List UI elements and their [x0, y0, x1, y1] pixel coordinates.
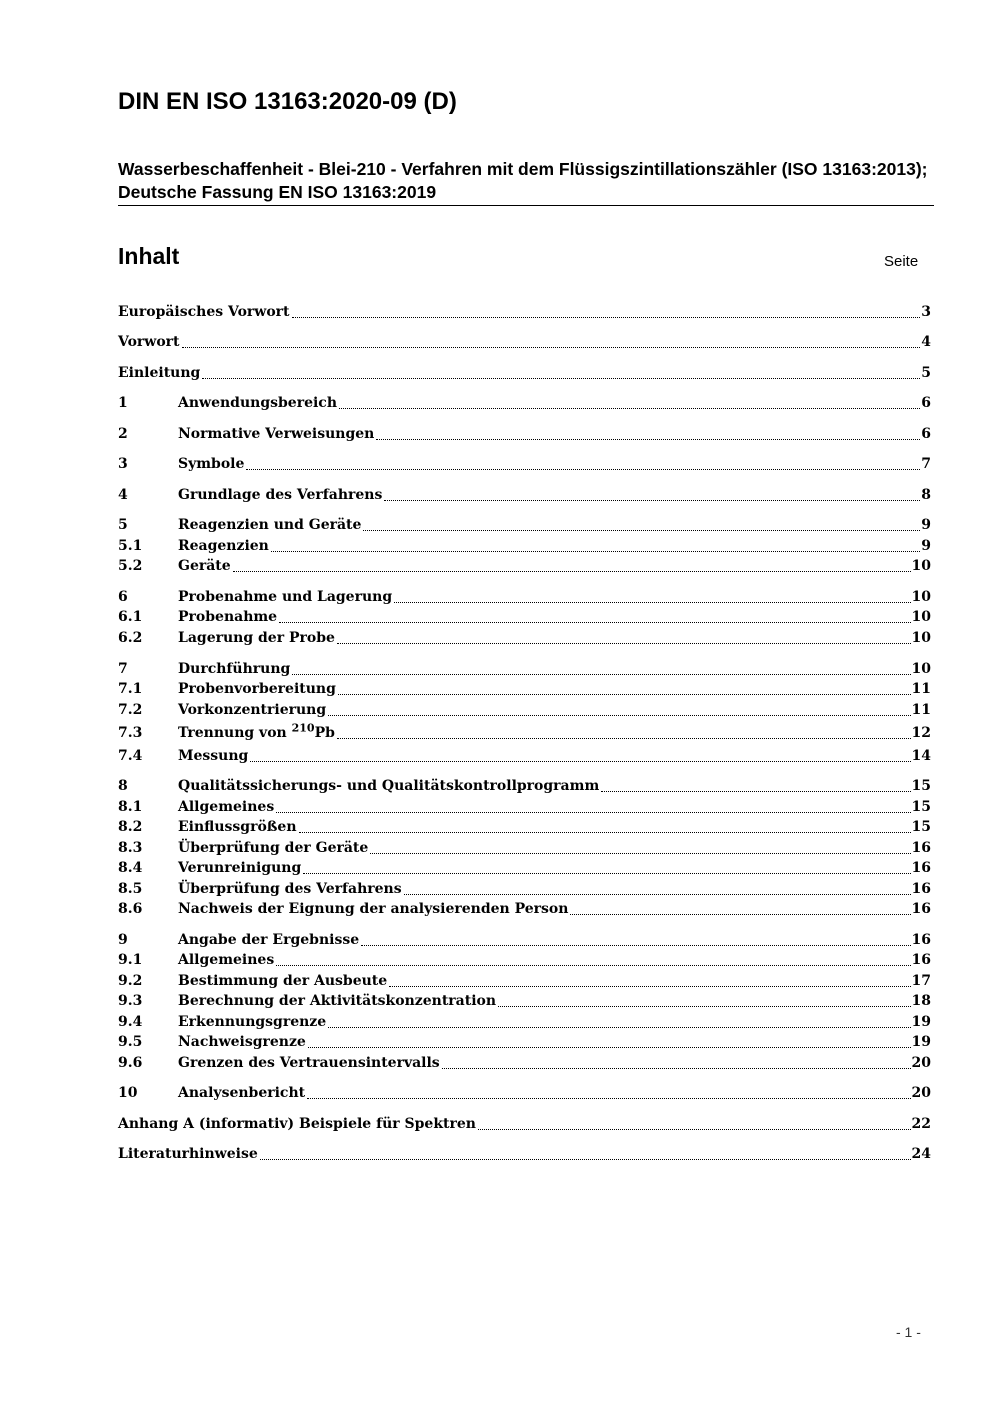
toc-entry-title: Allgemeines [178, 799, 275, 815]
header-divider [118, 205, 934, 206]
toc-entry-number: 8.5 [118, 881, 143, 897]
dot-leader [570, 914, 910, 915]
toc-entry-page: 9 [921, 538, 931, 554]
toc-entry-title: Grenzen des Vertrauensintervalls [178, 1055, 440, 1071]
toc-entry-title: Bestimmung der Ausbeute [178, 973, 388, 989]
toc-entry[interactable] [118, 930, 931, 950]
document-subtitle: Wasserbeschaffenheit - Blei-210 - Verfahren mit dem Flüssigszintillationszähler (ISO 13163:2013); Deutsche Fassung EN ISO 13163:2019 [118, 159, 928, 202]
toc-entry-number: 7.2 [118, 702, 143, 718]
toc-entry-number: 3 [118, 456, 128, 472]
dot-leader [394, 602, 910, 603]
toc-entry[interactable] [118, 858, 931, 878]
toc-entry-title: Probenahme [178, 609, 278, 625]
toc-entry-page: 10 [911, 609, 931, 625]
toc-entry-page: 11 [911, 681, 931, 697]
toc-entry-number: 9.2 [118, 973, 143, 989]
toc-entry[interactable] [118, 556, 931, 576]
toc-entry[interactable] [118, 1144, 931, 1164]
toc-entry-title: Reagenzien [178, 538, 269, 554]
dot-leader [498, 1006, 910, 1007]
toc-entry[interactable] [118, 838, 931, 858]
dot-leader [260, 1159, 911, 1160]
toc-entry-title: Grundlage des Verfahrens [178, 487, 383, 503]
dot-leader [202, 378, 920, 379]
dot-leader [182, 347, 921, 348]
dot-leader [338, 694, 911, 695]
toc-entry-title: Literaturhinweise [118, 1146, 258, 1162]
toc-entry-number: 5 [118, 517, 128, 533]
dot-leader [299, 832, 911, 833]
toc-entry-title: Anhang A (informativ) Beispiele für Spektren [118, 1116, 476, 1132]
dot-leader [328, 715, 910, 716]
toc-entry-page: 18 [911, 993, 931, 1009]
toc-entry[interactable] [118, 302, 931, 322]
dot-leader [363, 530, 920, 531]
dot-leader [233, 571, 911, 572]
toc-entry-number: 2 [118, 426, 128, 442]
toc-entry-page: 12 [911, 725, 931, 741]
toc-entry[interactable] [118, 899, 931, 919]
dot-leader [337, 738, 911, 739]
toc-entry-title: Reagenzien und Geräte [178, 517, 362, 533]
toc-entry-page: 16 [911, 881, 931, 897]
dot-leader [337, 643, 911, 644]
dot-leader [384, 500, 920, 501]
toc-entry[interactable] [118, 515, 931, 535]
toc-entry-page: 9 [921, 517, 931, 533]
toc-entry-number: 9 [118, 932, 128, 948]
toc-entry-title: Vorwort [118, 334, 180, 350]
dot-leader [376, 439, 920, 440]
toc-entry[interactable] [118, 1053, 931, 1073]
toc-entry[interactable] [118, 679, 931, 699]
toc-entry-page: 10 [911, 558, 931, 574]
dot-leader [308, 1047, 911, 1048]
dot-leader [328, 1027, 910, 1028]
toc-heading: Inhalt [118, 243, 180, 269]
toc-entry-page: 7 [921, 456, 931, 472]
toc-entry-title: Qualitätssicherungs- und Qualitätskontrollprogramm [178, 778, 600, 794]
toc-entry-title: Nachweisgrenze [178, 1034, 306, 1050]
toc-entry-title: Allgemeines [178, 952, 275, 968]
dot-leader [478, 1129, 911, 1130]
toc-entry-title: Überprüfung des Verfahrens [178, 881, 402, 897]
toc-entry-number: 7 [118, 661, 128, 677]
dot-leader [601, 791, 910, 792]
toc-entry-number: 9.3 [118, 993, 143, 1009]
toc-entry-page: 10 [911, 589, 931, 605]
toc-entry-page: 15 [911, 778, 931, 794]
toc-entry[interactable] [118, 700, 931, 720]
toc-entry-title: Probenahme und Lagerung [178, 589, 393, 605]
toc-entry-number: 5.2 [118, 558, 143, 574]
toc-entry[interactable] [118, 536, 931, 556]
toc-entry-number: 8.2 [118, 819, 143, 835]
toc-entry[interactable] [118, 950, 931, 970]
toc-entry[interactable] [118, 723, 931, 743]
toc-entry-number: 6.2 [118, 630, 143, 646]
toc-entry-number: 9.4 [118, 1014, 143, 1030]
toc-entry[interactable] [118, 797, 931, 817]
toc-entry-page: 16 [911, 860, 931, 876]
toc-entry-title: Überprüfung der Geräte [178, 840, 369, 856]
toc-entry-number: 8.3 [118, 840, 143, 856]
toc-entry[interactable] [118, 628, 931, 648]
dot-leader [250, 761, 910, 762]
toc-entry[interactable] [118, 879, 931, 899]
toc-entry-title: Europäisches Vorwort [118, 304, 290, 320]
toc-entry-number: 10 [118, 1085, 138, 1101]
toc-entry-page: 15 [911, 819, 931, 835]
toc-entry-number: 9.1 [118, 952, 143, 968]
page-number: - 1 - [896, 1324, 921, 1340]
toc-entry-title: Normative Verweisungen [178, 426, 375, 442]
dot-leader [370, 853, 910, 854]
dot-leader [279, 622, 910, 623]
toc-entry-number: 9.6 [118, 1055, 143, 1071]
dot-leader [276, 812, 910, 813]
toc-entry-page: 10 [911, 630, 931, 646]
toc-entry-page: 16 [911, 901, 931, 917]
toc-entry-page: 19 [911, 1034, 931, 1050]
toc-entry-number: 9.5 [118, 1034, 143, 1050]
dot-leader [246, 469, 920, 470]
dot-leader [389, 986, 910, 987]
toc-entry-title: Trennung von $^{210}$Pb [178, 721, 335, 741]
toc-entry[interactable] [118, 971, 931, 991]
toc-entry-page: 20 [911, 1085, 931, 1101]
toc-entry[interactable] [118, 587, 931, 607]
toc-entry-page: 15 [911, 799, 931, 815]
dot-leader [404, 894, 911, 895]
toc-entry[interactable] [118, 746, 931, 766]
document-title: DIN EN ISO 13163:2020-09 (D) [118, 88, 457, 115]
toc-entry-title: Messung [178, 748, 249, 764]
toc-entry-page: 8 [921, 487, 931, 503]
toc-entry-title: Anwendungsbereich [178, 395, 337, 411]
toc-entry-number: 7.3 [118, 725, 143, 741]
toc-entry-title: Analysenbericht [178, 1085, 306, 1101]
dot-leader [276, 965, 910, 966]
toc-entry-page: 17 [911, 973, 931, 989]
toc-entry-title: Symbole [178, 456, 245, 472]
toc-entry[interactable] [118, 393, 931, 413]
toc-entry-number: 8.1 [118, 799, 143, 815]
toc-entry-page: 6 [921, 426, 931, 442]
toc-entry-title: Angabe der Ergebnisse [178, 932, 360, 948]
toc-entry-page: 19 [911, 1014, 931, 1030]
dot-leader [339, 408, 920, 409]
dot-leader [271, 551, 920, 552]
toc-entry-page: 11 [911, 702, 931, 718]
toc-entry-number: 4 [118, 487, 128, 503]
dot-leader [307, 1098, 910, 1099]
toc-entry[interactable] [118, 363, 931, 383]
toc-entry[interactable] [118, 991, 931, 1011]
dot-leader [292, 674, 910, 675]
toc-entry-title: Durchführung [178, 661, 291, 677]
toc-entry-page: 3 [921, 304, 931, 320]
dot-leader [292, 317, 921, 318]
toc-entry-number: 5.1 [118, 538, 143, 554]
toc-entry-title: Einflussgrößen [178, 819, 297, 835]
toc-entry-number: 7.4 [118, 748, 143, 764]
toc-entry[interactable] [118, 776, 931, 796]
dot-leader [442, 1068, 911, 1069]
isotope-mass-number: 210 [291, 721, 315, 735]
toc-entry-number: 6.1 [118, 609, 143, 625]
toc-entry-title: Erkennungsgrenze [178, 1014, 327, 1030]
toc-entry[interactable] [118, 1114, 931, 1134]
toc-entry-page: 14 [911, 748, 931, 764]
toc-entry-number: 7.1 [118, 681, 143, 697]
toc-entry-title: Geräte [178, 558, 231, 574]
toc-entry-title: Verunreinigung [178, 860, 302, 876]
toc-entry[interactable] [118, 332, 931, 352]
toc-entry-number: 8.6 [118, 901, 143, 917]
toc-entry-page: 22 [911, 1116, 931, 1132]
toc-entry[interactable] [118, 659, 931, 679]
dot-leader [361, 945, 910, 946]
toc-entry-title: Lagerung der Probe [178, 630, 335, 646]
toc-entry[interactable] [118, 1083, 931, 1103]
toc-entry-title: Nachweis der Eignung der analysierenden Person [178, 901, 569, 917]
toc-entry-page: 24 [911, 1146, 931, 1162]
toc-entry[interactable] [118, 1012, 931, 1032]
toc-entry-page: 5 [921, 365, 931, 381]
toc-page-column-label: Seite [884, 253, 919, 270]
toc-entry-number: 1 [118, 395, 128, 411]
toc-entry-page: 16 [911, 840, 931, 856]
toc-entry-title: Vorkonzentrierung [178, 702, 327, 718]
toc-entry[interactable] [118, 454, 931, 474]
toc-entry[interactable] [118, 817, 931, 837]
toc-entry-number: 8.4 [118, 860, 143, 876]
dot-leader [303, 873, 910, 874]
toc-entry-number: 6 [118, 589, 128, 605]
toc-entry-title: Probenvorbereitung [178, 681, 336, 697]
toc-entry-page: 16 [911, 932, 931, 948]
toc-entry[interactable] [118, 1032, 931, 1052]
toc-entry-title: Berechnung der Aktivitätskonzentration [178, 993, 497, 1009]
toc-entry-page: 20 [911, 1055, 931, 1071]
toc-entry[interactable] [118, 607, 931, 627]
toc-entry-title: Einleitung [118, 365, 201, 381]
toc-entry[interactable] [118, 424, 931, 444]
toc-entry-page: 16 [911, 952, 931, 968]
toc-entry-page: 6 [921, 395, 931, 411]
toc-entry-page: 4 [921, 334, 931, 350]
toc-entry-page: 10 [911, 661, 931, 677]
toc-entry-number: 8 [118, 778, 128, 794]
toc-entry[interactable] [118, 485, 931, 505]
